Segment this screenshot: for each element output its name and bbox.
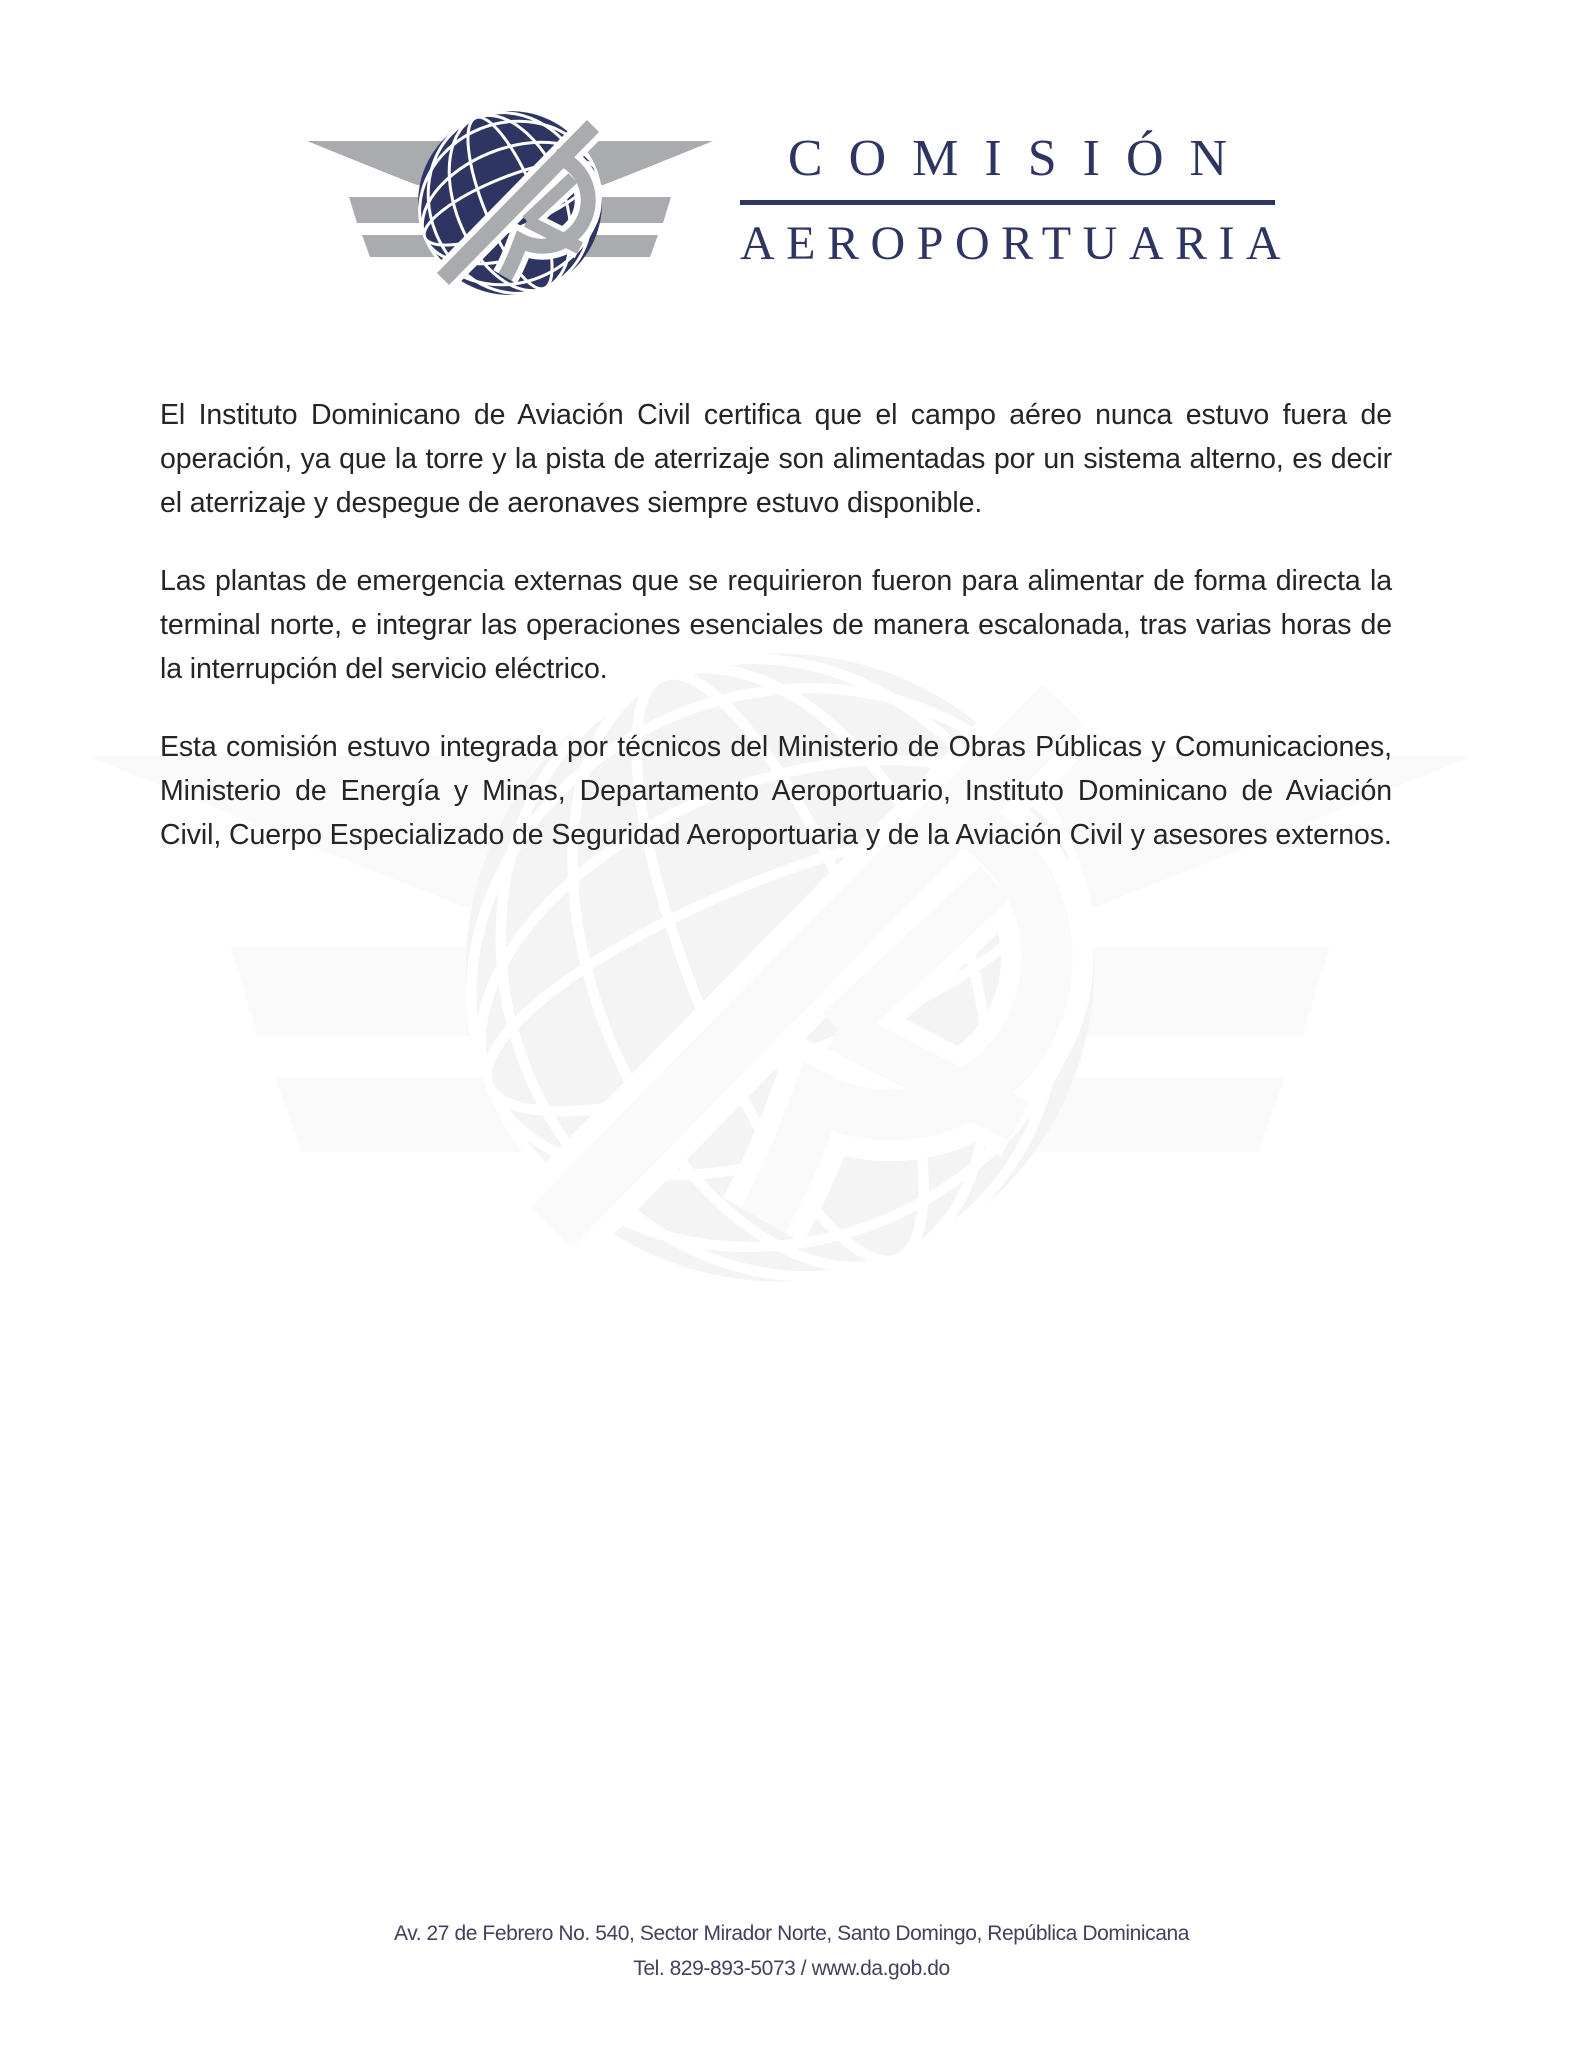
letterhead-footer (0, 1916, 1583, 1986)
org-name-line2: AEROPORTUARIA (740, 217, 1293, 270)
paragraph-2: Las plantas de emergencia externas que se requirieron fueron para alimentar de forma directa la terminal norte, e integrar las operaciones esenciales de manera escalonada, tras varias horas de la interrupción del servicio eléctrico. (160, 565, 1392, 685)
title-divider (740, 200, 1275, 205)
org-name-line1: COMISIÓN (787, 130, 1254, 187)
commission-logo-icon (305, 92, 715, 304)
paragraph-3: Esta comisión estuvo integrada por técnicos del Ministerio de Obras Públicas y Comunicaciones, Ministerio de Energía y Minas, Departamento Aeroportuario, Instituto Dominicano de Aviación Civil, Cuerpo Especializado de Seguridad Aeroportuaria y de la Aviación Civil y asesores externos. (160, 731, 1392, 851)
letterhead-title (740, 130, 1293, 270)
letter-body (160, 393, 1392, 891)
footer-address: Av. 27 de Febrero No. 540, Sector Mirador Norte, Santo Domingo, República Dominicana (393, 1922, 1190, 1945)
footer-contact: Tel. 829-893-5073 / www.da.gob.do (633, 1957, 950, 1980)
paragraph-1: El Instituto Dominicano de Aviación Civil certifica que el campo aéreo nunca estuvo fuera de operación, ya que la torre y la pista de aterrizaje son alimentadas por un sistema alterno, es decir el aterrizaje y despegue de aeronaves siempre estuvo disponible. (160, 399, 1392, 519)
